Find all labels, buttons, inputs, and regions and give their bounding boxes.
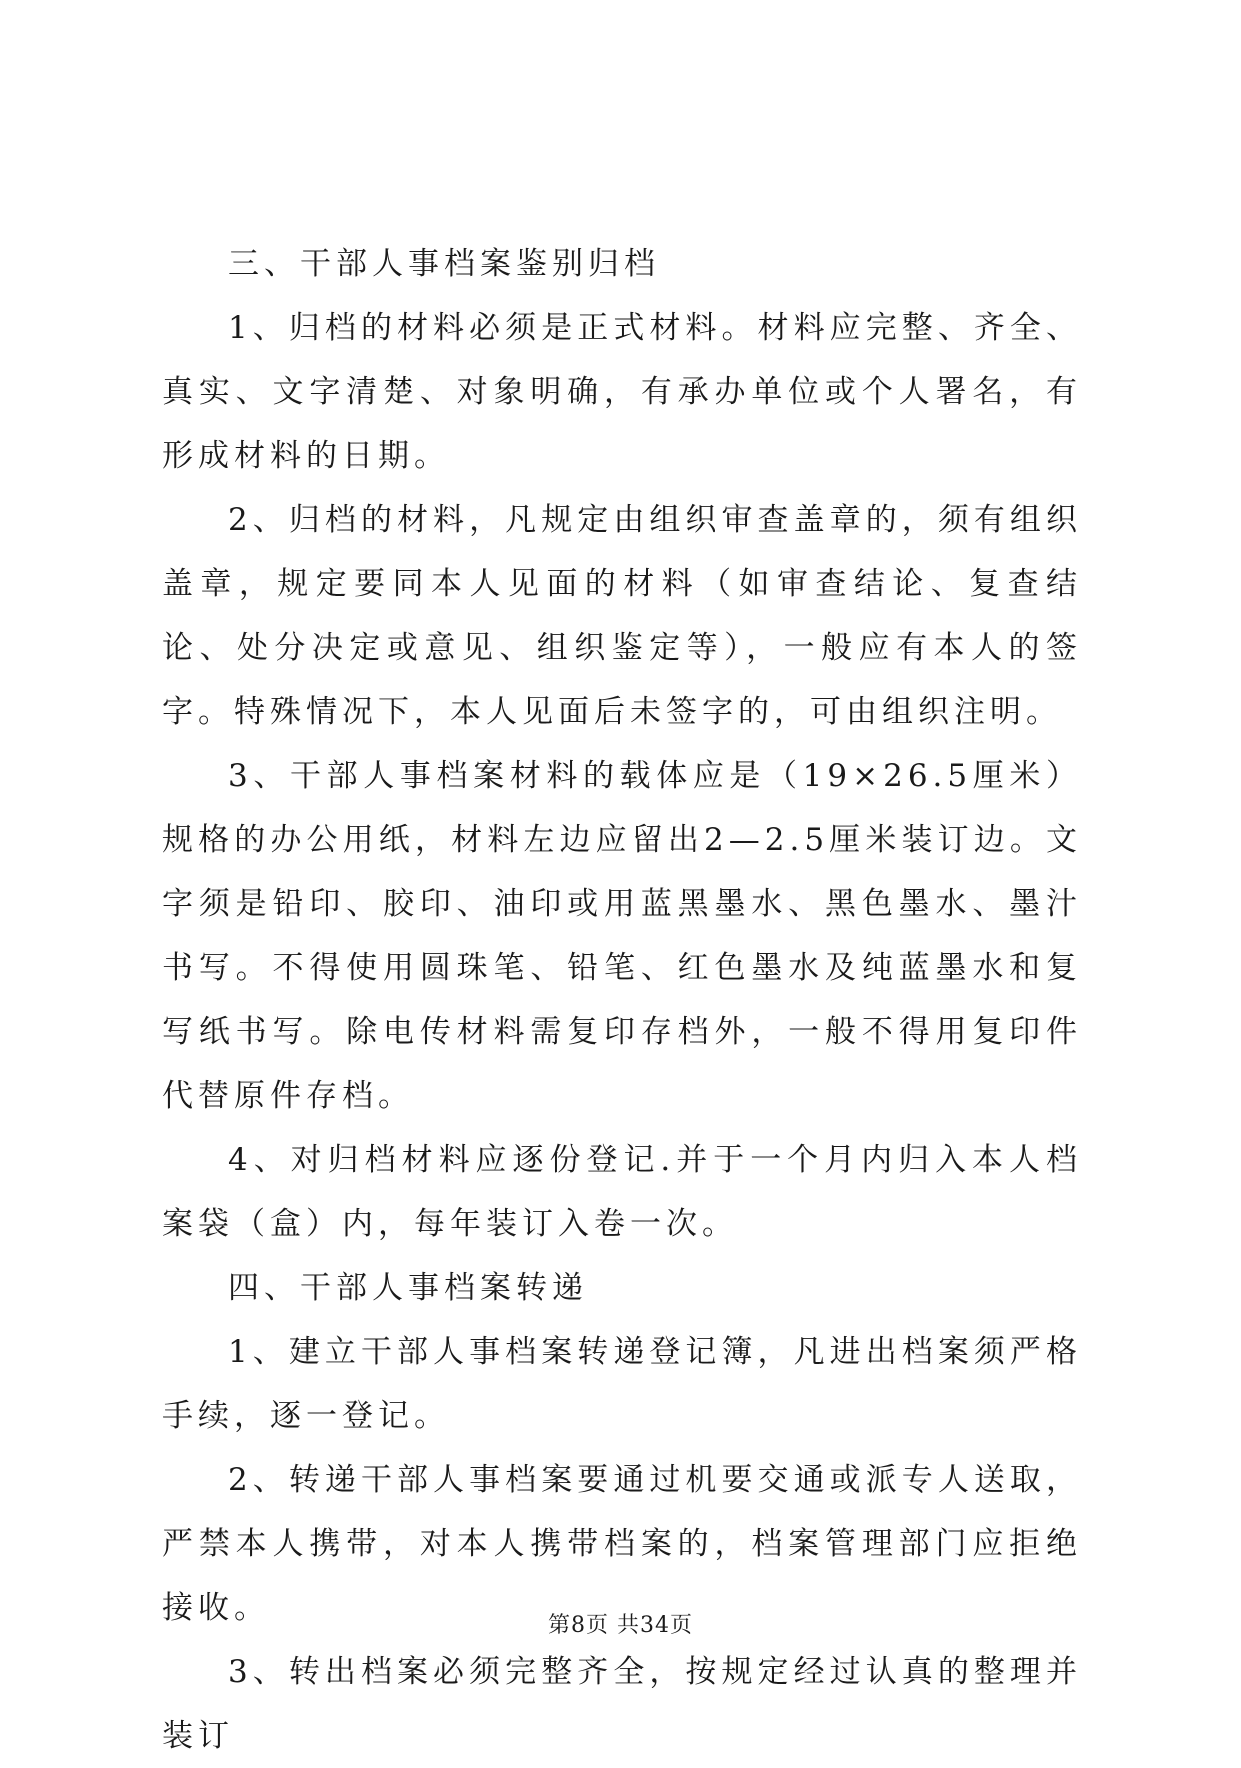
- section-heading-4: 四、干部人事档案转递: [228, 1270, 588, 1306]
- document-body: [162, 232, 1082, 1768]
- paragraph-4-3: 3、转出档案必须完整齐全，按规定经过认真的整理并装订: [162, 1654, 1082, 1754]
- paragraph-3-1: 1、归档的材料必须是正式材料。材料应完整、齐全、真实、文字清楚、对象明确，有承办单位或个人署名，有形成材料的日期。: [162, 310, 1082, 474]
- page-footer: 第8页 共34页: [548, 1613, 693, 1638]
- paragraph-4-1: 1、建立干部人事档案转递登记簿，凡进出档案须严格手续，逐一登记。: [162, 1334, 1082, 1434]
- paragraph-4-2: 2、转递干部人事档案要通过机要交通或派专人送取，严禁本人携带，对本人携带档案的，档案管理部门应拒绝接收。: [162, 1462, 1082, 1626]
- paragraph-3-2: 2、归档的材料，凡规定由组织审查盖章的，须有组织盖章，规定要同本人见面的材料（如审查结论、复查结论、处分决定或意见、组织鉴定等），一般应有本人的签字。特殊情况下，本人见面后未签字的，可由组织注明。: [162, 502, 1082, 730]
- section-heading-3: 三、干部人事档案鉴别归档: [228, 246, 660, 282]
- paragraph-3-3: 3、干部人事档案材料的载体应是（19×26.5厘米）规格的办公用纸，材料左边应留出2—2.5厘米装订边。文字须是铅印、胶印、油印或用蓝黑墨水、黑色墨水、墨汁书写。不得使用圆珠笔、铅笔、红色墨水及纯蓝墨水和复写纸书写。除电传材料需复印存档外，一般不得用复印件代替原件存档。: [162, 758, 1082, 1114]
- paragraph-3-4: 4、对归档材料应逐份登记.并于一个月内归入本人档案袋（盒）内，每年装订入卷一次。: [162, 1142, 1082, 1242]
